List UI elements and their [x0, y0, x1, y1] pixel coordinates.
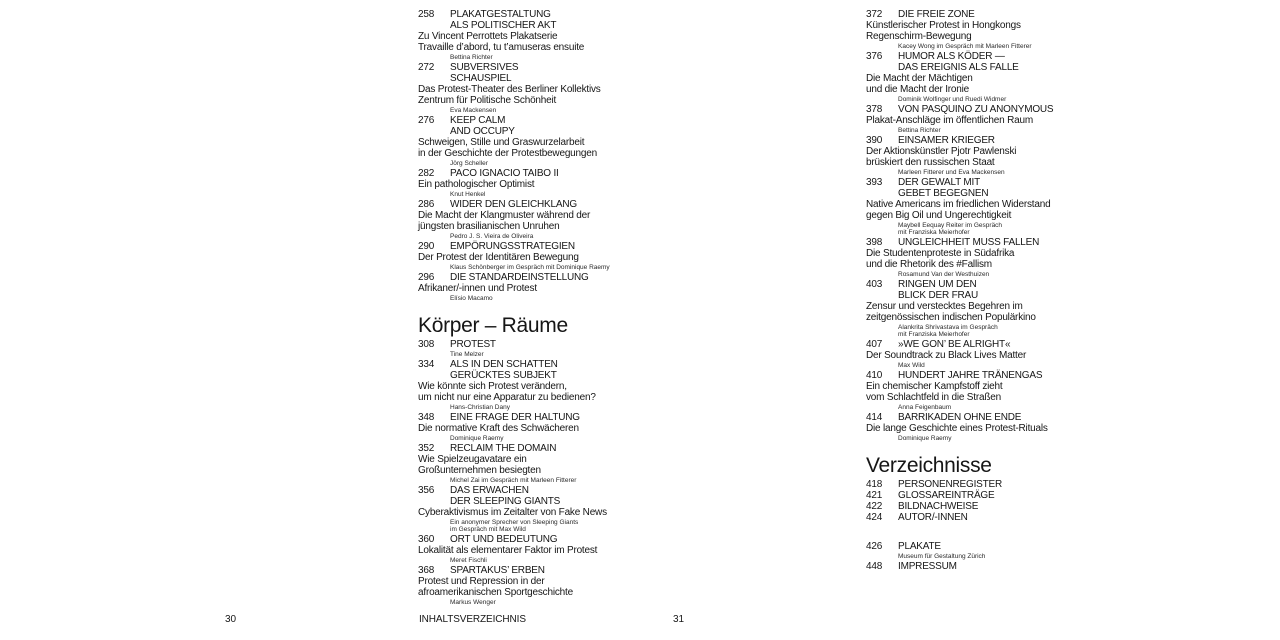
- entry-author: Hans-Christian Dany: [450, 404, 510, 411]
- entry-title-line: 348 EINE FRAGE DER HALTUNG: [418, 412, 580, 423]
- entry-title-line: 308 PROTEST: [418, 339, 496, 350]
- entry-author: Alankrita Shrivastava im Gespräch mit Franziska Meierhofer: [898, 324, 998, 338]
- entry-author: Bettina Richter: [450, 54, 493, 61]
- toc-entry: [866, 177, 1116, 237]
- toc-entry: [866, 490, 1116, 501]
- toc-entry: [418, 485, 668, 534]
- toc-entry: [866, 479, 1116, 490]
- section-heading: Körper – Räume: [418, 314, 568, 337]
- entry-page-number: 372: [866, 9, 883, 20]
- toc-entry: [866, 512, 1116, 523]
- toc-entry: [418, 62, 668, 115]
- toc-entry: [866, 541, 1116, 561]
- toc-entry: [866, 501, 1116, 512]
- entry-author: Michel Zai im Gespräch mit Marleen Fitterer: [450, 477, 577, 484]
- toc-entry: [866, 237, 1116, 279]
- entry-page-number: 378: [866, 104, 883, 115]
- toc-column-left-page: [418, 9, 668, 607]
- entry-subtitle-line: jüngsten brasilianischen Unruhen: [418, 221, 560, 232]
- entry-subtitle-line: Zu Vincent Perrottets Plakatserie: [418, 31, 558, 42]
- entry-title-line: 272 SUBVERSIVES: [418, 62, 519, 73]
- entry-page-number: 407: [866, 339, 883, 350]
- toc-entry: [418, 339, 668, 359]
- entry-page-number: 424: [866, 512, 883, 523]
- entry-title-line: 424 AUTOR/-INNEN: [866, 512, 968, 523]
- entry-title-line: 390 EINSAMER KRIEGER: [866, 135, 995, 146]
- entry-subtitle-line: Regenschirm-Bewegung: [866, 31, 972, 42]
- entry-subtitle-line: Der Aktionskünstler Pjotr Pawlenski: [866, 146, 1017, 157]
- toc-column-right-page: [866, 9, 1116, 572]
- toc-entry: [866, 339, 1116, 370]
- entry-title-line: 448 IMPRESSUM: [866, 561, 957, 572]
- toc-entry: [418, 412, 668, 443]
- entry-author: Anna Feigenbaum: [898, 404, 952, 411]
- entry-title-line: 296 DIE STANDARDEINSTELLUNG: [418, 272, 589, 283]
- entry-page-number: 352: [418, 443, 435, 454]
- entry-page-number: 308: [418, 339, 435, 350]
- entry-page-number: 272: [418, 62, 435, 73]
- entry-author: Rosamund Van der Westhuizen: [898, 271, 990, 278]
- entry-title-line: 398 UNGLEICHHEIT MUSS FALLEN: [866, 237, 1040, 248]
- entry-page-number: 448: [866, 561, 883, 572]
- toc-entry: [866, 561, 1116, 572]
- entry-title-line: 418 PERSONENREGISTER: [866, 479, 1003, 490]
- section-heading: Verzeichnisse: [866, 454, 992, 477]
- entry-title-line: 372 DIE FREIE ZONE: [866, 9, 975, 20]
- left-page-number: 30: [225, 614, 236, 625]
- entry-title-line: 393 DER GEWALT MIT: [866, 177, 981, 188]
- entry-subtitle-line: Die normative Kraft des Schwächeren: [418, 423, 579, 434]
- entry-title-line: BLICK DER FRAU: [898, 290, 978, 301]
- entry-title-line: 410 HUNDERT JAHRE TRÄNENGAS: [866, 370, 1043, 381]
- entry-page-number: 356: [418, 485, 435, 496]
- entry-page-number: 426: [866, 541, 883, 552]
- entry-title-line: 290 EMPÖRUNGSSTRATEGIEN: [418, 241, 575, 252]
- toc-entry: [866, 279, 1116, 339]
- entry-subtitle-line: Die Studentenproteste in Südafrika: [866, 248, 1015, 259]
- entry-subtitle-line: Zentrum für Politische Schönheit: [418, 95, 557, 106]
- entry-title-line: 356 DAS ERWACHEN: [418, 485, 529, 496]
- entry-title-line: GERÜCKTES SUBJEKT: [450, 370, 557, 381]
- entry-subtitle-line: Zensur und verstecktes Begehren im: [866, 301, 1023, 312]
- toc-entry: [418, 359, 668, 412]
- entry-author: Elísio Macamo: [450, 295, 493, 302]
- entry-author: Dominique Raemy: [898, 435, 952, 442]
- entry-author: Museum für Gestaltung Zürich: [898, 553, 986, 560]
- entry-subtitle-line: um nicht nur eine Apparatur zu bedienen?: [418, 392, 596, 403]
- toc-entry: [418, 9, 668, 62]
- entry-author: Klaus Schönberger im Gespräch mit Dominique Raemy: [450, 264, 610, 271]
- entry-subtitle-line: Afrikaner/-innen und Protest: [418, 283, 537, 294]
- entry-title-line: 258 PLAKATGESTALTUNG: [418, 9, 551, 20]
- entry-subtitle-line: Schweigen, Stille und Graswurzelarbeit: [418, 137, 585, 148]
- entry-subtitle-line: Protest und Repression in der: [418, 576, 545, 587]
- entry-subtitle-line: Das Protest-Theater des Berliner Kollektivs: [418, 84, 601, 95]
- running-title: INHALTSVERZEICHNIS: [419, 614, 526, 625]
- toc-entry: [418, 443, 668, 485]
- entry-author: Max Wild: [898, 362, 925, 369]
- entry-author: Bettina Richter: [898, 127, 941, 134]
- entry-author: Pedro J. S. Vieira de Oliveira: [450, 233, 534, 240]
- entry-title-line: AND OCCUPY: [450, 126, 515, 137]
- entry-author: Meret Fischli: [450, 557, 487, 564]
- entry-page-number: 390: [866, 135, 883, 146]
- entry-subtitle-line: Wie Spielzeugavatare ein: [418, 454, 527, 465]
- entry-title-line: 282 PACO IGNACIO TAIBO II: [418, 168, 559, 179]
- entry-title-line: DAS EREIGNIS ALS FALLE: [898, 62, 1019, 73]
- entry-author: Jörg Scheller: [450, 160, 488, 167]
- entry-subtitle-line: und die Rhetorik des #Fallism: [866, 259, 992, 270]
- entry-title-line: 422 BILDNACHWEISE: [866, 501, 979, 512]
- entry-page-number: 368: [418, 565, 435, 576]
- entry-subtitle-line: Künstlerischer Protest in Hongkongs: [866, 20, 1021, 31]
- toc-entry: [418, 272, 668, 303]
- entry-title-line: GEBET BEGEGNEN: [898, 188, 989, 199]
- entry-subtitle-line: Der Protest der Identitären Bewegung: [418, 252, 579, 263]
- toc-entry: [418, 241, 668, 272]
- entry-subtitle-line: Cyberaktivismus im Zeitalter von Fake News: [418, 507, 607, 518]
- entry-author: Dominique Raemy: [450, 435, 504, 442]
- entry-page-number: 348: [418, 412, 435, 423]
- entry-title-line: 352 RECLAIM THE DOMAIN: [418, 443, 557, 454]
- toc-entry: [866, 412, 1116, 443]
- entry-title-line: 421 GLOSSAREINTRÄGE: [866, 490, 995, 501]
- entry-subtitle-line: Wie könnte sich Protest verändern,: [418, 381, 567, 392]
- entry-page-number: 421: [866, 490, 883, 501]
- entry-subtitle-line: Der Soundtrack zu Black Lives Matter: [866, 350, 1027, 361]
- entry-title-line: DER SLEEPING GIANTS: [450, 496, 561, 507]
- toc-entry: [866, 135, 1116, 177]
- toc-entry: [418, 168, 668, 199]
- entry-subtitle-line: afroamerikanischen Sportgeschichte: [418, 587, 573, 598]
- toc-entry: [418, 199, 668, 241]
- entry-page-number: 376: [866, 51, 883, 62]
- entry-page-number: 296: [418, 272, 435, 283]
- entry-subtitle-line: Ein pathologischer Optimist: [418, 179, 535, 190]
- toc-entry: [866, 370, 1116, 412]
- entry-subtitle-line: Die lange Geschichte eines Protest-Rituals: [866, 423, 1048, 434]
- entry-title-line: 360 ORT UND BEDEUTUNG: [418, 534, 558, 545]
- entry-subtitle-line: Die Macht der Mächtigen: [866, 73, 973, 84]
- entry-page-number: 418: [866, 479, 883, 490]
- entry-page-number: 334: [418, 359, 435, 370]
- entry-author: Tine Melzer: [450, 351, 484, 358]
- entry-page-number: 258: [418, 9, 435, 20]
- entry-page-number: 403: [866, 279, 883, 290]
- entry-title-line: 276 KEEP CALM: [418, 115, 506, 126]
- toc-entry: [866, 9, 1116, 51]
- entry-page-number: 414: [866, 412, 883, 423]
- entry-author: Markus Wenger: [450, 599, 496, 606]
- toc-entry: [418, 565, 668, 607]
- entry-page-number: 290: [418, 241, 435, 252]
- entry-author: Maybell Eequay Reiter im Gespräch mit Franziska Meierhofer: [898, 222, 1003, 236]
- entry-title-line: 403 RINGEN UM DEN: [866, 279, 977, 290]
- entry-title-line: 334 ALS IN DEN SCHATTEN: [418, 359, 558, 370]
- entry-page-number: 360: [418, 534, 435, 545]
- entry-subtitle-line: Travaille d’abord, tu t’amuseras ensuite: [418, 42, 585, 53]
- entry-subtitle-line: gegen Big Oil und Ungerechtigkeit: [866, 210, 1012, 221]
- entry-page-number: 282: [418, 168, 435, 179]
- toc-entry: [866, 51, 1116, 104]
- toc-entry: [866, 104, 1116, 135]
- entry-subtitle-line: und die Macht der Ironie: [866, 84, 970, 95]
- entry-subtitle-line: brüskiert den russischen Staat: [866, 157, 995, 168]
- entry-author: Marleen Fitterer und Eva Mackensen: [898, 169, 1005, 176]
- entry-title-line: SCHAUSPIEL: [450, 73, 512, 84]
- entry-page-number: 410: [866, 370, 883, 381]
- entry-subtitle-line: Die Macht der Klangmuster während der: [418, 210, 591, 221]
- toc-entry: [418, 534, 668, 565]
- entry-author: Kacey Wong im Gespräch mit Marleen Fitterer: [898, 43, 1032, 50]
- entry-author: Knut Henkel: [450, 191, 486, 198]
- entry-author: Ein anonymer Sprecher von Sleeping Giants im Gespräch mit Max Wild: [450, 519, 579, 533]
- entry-subtitle-line: Großunternehmen besiegten: [418, 465, 541, 476]
- entry-author: Dominik Wolfinger und Ruedi Widmer: [898, 96, 1007, 103]
- entry-subtitle-line: Lokalität als elementarer Faktor im Protest: [418, 545, 598, 556]
- entry-page-number: 422: [866, 501, 883, 512]
- entry-title-line: 376 HUMOR ALS KÖDER —: [866, 51, 1005, 62]
- entry-page-number: 398: [866, 237, 883, 248]
- entry-title-line: 368 SPARTAKUS’ ERBEN: [418, 565, 545, 576]
- spacer: [866, 523, 1116, 541]
- entry-page-number: 393: [866, 177, 883, 188]
- entry-page-number: 286: [418, 199, 435, 210]
- entry-subtitle-line: Plakat-Anschläge im öffentlichen Raum: [866, 115, 1033, 126]
- entry-author: Eva Mackensen: [450, 107, 497, 114]
- entry-title-line: 407 »WE GON’ BE ALRIGHT«: [866, 339, 1011, 350]
- entry-subtitle-line: zeitgenössischen indischen Populärkino: [866, 312, 1036, 323]
- entry-page-number: 276: [418, 115, 435, 126]
- entry-subtitle-line: in der Geschichte der Protestbewegungen: [418, 148, 597, 159]
- toc-entry: [418, 115, 668, 168]
- right-page-number: 31: [673, 614, 684, 625]
- entry-title-line: ALS POLITISCHER AKT: [450, 20, 557, 31]
- entry-title-line: 286 WIDER DEN GLEICHKLANG: [418, 199, 577, 210]
- entry-title-line: 378 VON PASQUINO ZU ANONYMOUS: [866, 104, 1054, 115]
- entry-subtitle-line: Native Americans im friedlichen Widerstand: [866, 199, 1051, 210]
- entry-subtitle-line: Ein chemischer Kampfstoff zieht: [866, 381, 1003, 392]
- entry-subtitle-line: vom Schlachtfeld in die Straßen: [866, 392, 1001, 403]
- entry-title-line: 414 BARRIKADEN OHNE ENDE: [866, 412, 1022, 423]
- entry-title-line: 426 PLAKATE: [866, 541, 941, 552]
